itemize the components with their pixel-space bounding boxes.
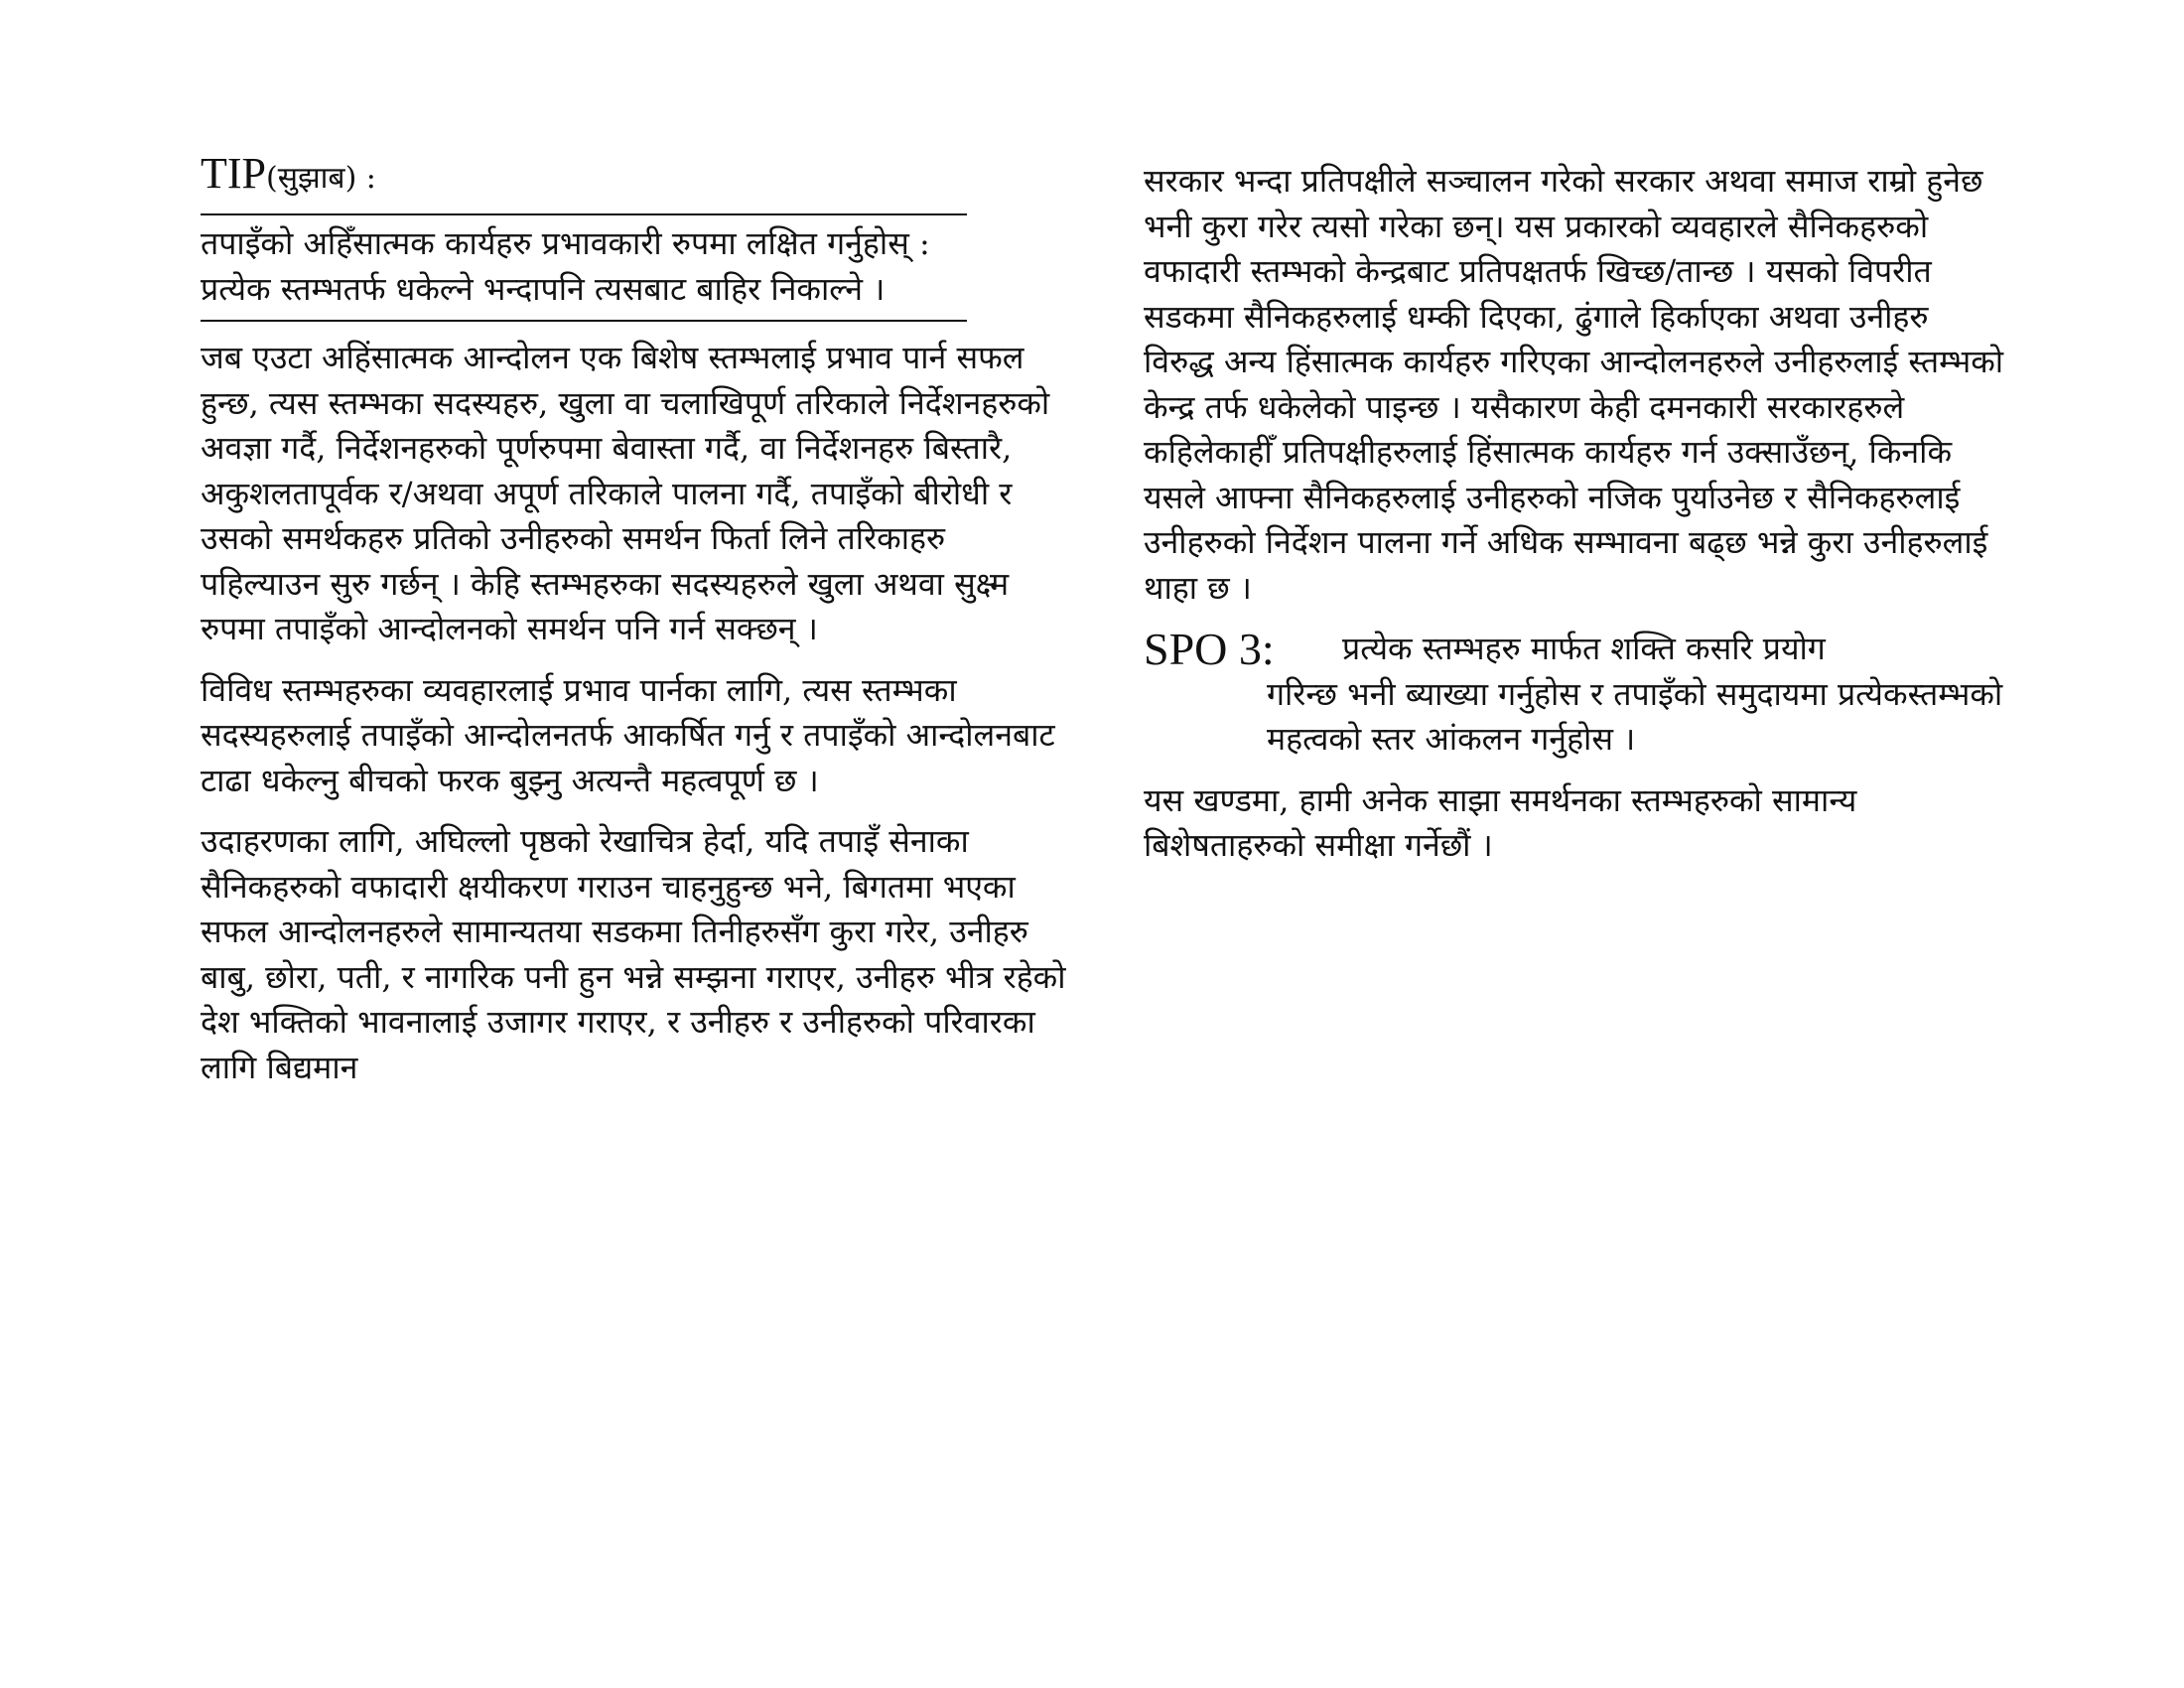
left-column <box>201 149 1074 1106</box>
spo-text-first-line: प्रत्येक स्तम्भहरु मार्फत शक्ति कसरि प्रयोग <box>1342 630 1826 667</box>
tip-text: तपाइँको अहिँसात्मक कार्यहरु प्रभावकारी रुपमा लक्षित गर्नुहोस् : प्रत्येक स्तम्भतर्फ धकेल्ने भन्दापनि त्यसबाट बाहिर निकाल्ने । <box>201 224 930 308</box>
spo-text: गरिन्छ भनी ब्याख्या गर्नुहोस र तपाइँको समुदायमा प्रत्येकस्तम्भको महत्वको स्तर आंकलन गर्नुहोस । <box>1267 674 2003 758</box>
right-column <box>1144 159 2007 885</box>
body-paragraph: यस खण्डमा, हामी अनेक साझा समर्थनका स्तम्भहरुको सामान्य बिशेषताहरुको समीक्षा गर्नेछौं । <box>1144 780 1857 864</box>
tip-heading <box>201 149 1074 204</box>
body-paragraph: उदाहरणका लागि, अघिल्लो पृष्ठको रेखाचित्र हेर्दा, यदि तपाइँ सेनाका सैनिकहरुको वफादारी क्षयीकरण गराउन चाहनुहुन्छ भने, बिगतमा भएका सफल आन्दोलनहरुले सामान्यतया सडकमा तिनीहरुसँग कुरा गरेर, उनीहरु बाबु, छोरा, पती, र नागरिक पनी हुन भन्ने सम्झना गराएर, उनीहरु भीत्र रहेको देश भक्तिको भावनालाई उजागर गराएर, र उनीहरु र उनीहरुको परिवारका लागि बिद्यमान <box>201 822 1066 1086</box>
body-paragraph: जब एउटा अहिंसात्मक आन्दोलन एक बिशेष स्तम्भलाई प्रभाव पार्न सफल हुन्छ, त्यस स्तम्भका सदस्यहरु, खुला वा चलाखिपूर्ण तरिकाले निर्देशनहरुको अवज्ञा गर्दै, निर्देशनहरुको पूर्णरुपमा बेवास्ता गर्दै, वा निर्देशनहरु बिस्तारै, अकुशलतापूर्वक र/अथवा अपूर्ण तरिकाले पालना गर्दै, तपाइँको बीरोधी र उसको समर्थकहरु प्रतिको उनीहरुको समर्थन फिर्ता लिने तरिकाहरु पहिल्याउन सुरु गर्छन् । केहि स्तम्भहरुका सदस्यहरुले खुला अथवा सुक्ष्म रुपमा तपाइँको आन्दोलनको समर्थन पनि गर्न सक्छन् । <box>201 339 1050 647</box>
tip-box <box>201 213 967 322</box>
spo-section <box>1144 624 2007 763</box>
body-paragraph: सरकार भन्दा प्रतिपक्षीले सञ्चालन गरेको सरकार अथवा समाज राम्रो हुनेछ भनी कुरा गरेर त्यसो गरेका छन्। यस प्रकारको व्यवहारले सैनिकहरुको वफादारी स्तम्भको केन्द्रबाट प्रतिपक्षतर्फ खिच्छ/तान्छ । यसको विपरीत सडकमा सैनिकहरुलाई धम्की दिएका, ढुंगाले हिर्काएका अथवा उनीहरु विरुद्ध अन्य हिंसात्मक कार्यहरु गरिएका आन्दोलनहरुले उनीहरुलाई स्तम्भको केन्द्र तर्फ धकेलेको पाइन्छ । यसैकारण केही दमनकारी सरकारहरुले कहिलेकाहीँ प्रतिपक्षीहरुलाई हिंसात्मक कार्यहरु गर्न उक्साउँछन्, किनकि यसले आफ्ना सैनिकहरुलाई उनीहरुको नजिक पुर्याउनेछ र सैनिकहरुलाई उनीहरुको निर्देशन पालना गर्ने अधिक सम्भावना बढ्छ भन्ने कुरा उनीहरुलाई थाहा छ । <box>1144 162 2004 607</box>
body-paragraph: विविध स्तम्भहरुका व्यवहारलाई प्रभाव पार्नका लागि, त्यस स्तम्भका सदस्यहरुलाई तपाइँको आन्दोलनतर्फ आकर्षित गर्नु र तपाइँको आन्दोलनबाट टाढा धकेल्नु बीचको फरक बुझ्नु अत्यन्तै महत्वपूर्ण छ । <box>201 670 1055 799</box>
tip-label: TIP <box>201 149 266 198</box>
spo-label: SPO 3: <box>1144 624 1275 674</box>
tip-label-nepali: (सुझाब) : <box>266 161 376 196</box>
